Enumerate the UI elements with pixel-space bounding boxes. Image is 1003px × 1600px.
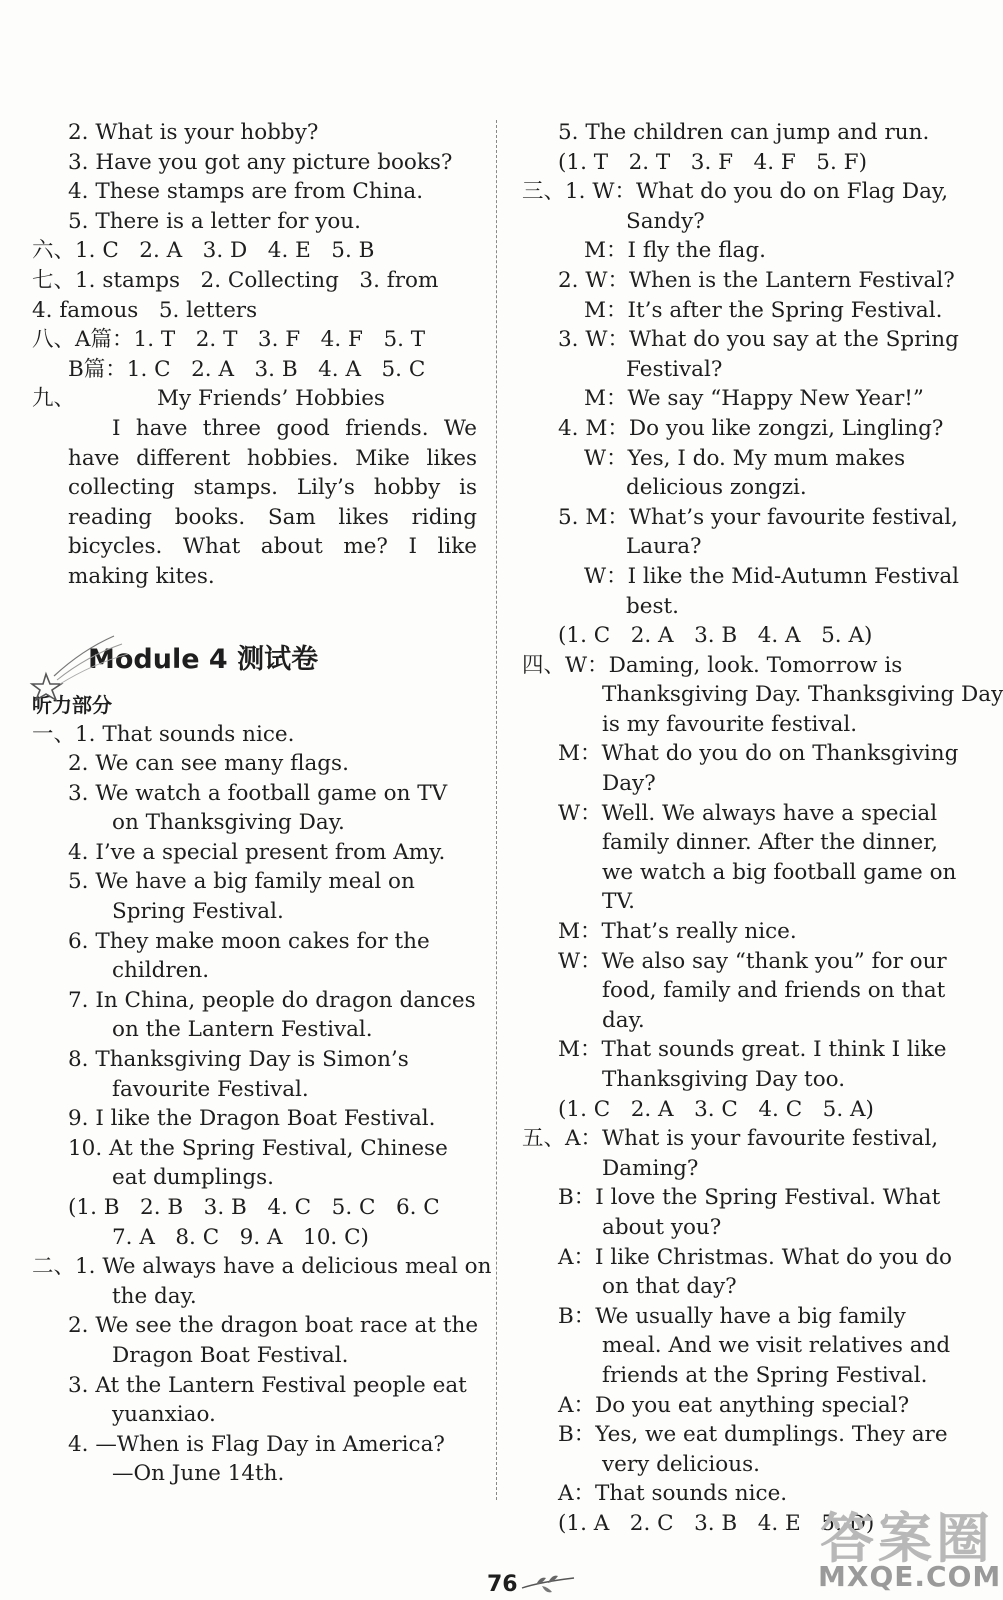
answer-line: M：What do you do on Thanksgiving [558, 741, 959, 767]
q7-answers-2: 4. famous 5. letters [32, 297, 258, 323]
answer-line: 2. What is your hobby? [68, 120, 319, 145]
answer-line: A：That sounds nice. [558, 1481, 788, 1507]
answer-line: on the Lantern Festival. [112, 1017, 373, 1043]
answer-line: M：It’s after the Spring Festival. [584, 297, 943, 323]
answer-line: 4. —When is Flag Day in America? [68, 1431, 445, 1457]
answer-line: very delicious. [602, 1451, 760, 1477]
shooting-star-icon [32, 630, 142, 700]
answer-line: A：Do you eat anything special? [558, 1392, 910, 1418]
answer-line: family dinner. After the dinner, [602, 830, 938, 856]
left-column [32, 118, 492, 1489]
answer-line: 5. There is a letter for you. [68, 208, 361, 234]
answer-line: 5. M：What’s your favourite festival, [558, 504, 958, 530]
answer-line: 6. They make moon cakes for the [68, 928, 430, 954]
essay-line: I have three good friends. We [112, 415, 477, 441]
answer-line: 2. We can see many flags. [68, 751, 349, 777]
answer-line: 四、W：Daming, look. Tomorrow is [522, 652, 903, 678]
answer-line: Thanksgiving Day too. [602, 1067, 846, 1092]
essay-line: making kites. [68, 563, 215, 589]
answer-line: (1. T 2. T 3. F 4. F 5. F) [558, 149, 867, 175]
answer-line: we watch a big football game on [602, 859, 957, 885]
answer-line: (1. C 2. A 3. B 4. A 5. A) [558, 623, 873, 649]
leaf-ornament-icon [520, 1572, 576, 1596]
module-title: Module 4 测试卷 [32, 630, 477, 690]
answer-line: best. [626, 593, 679, 619]
answer-line: 7. A 8. C 9. A 10. C) [112, 1224, 369, 1250]
answer-line: on that day? [602, 1274, 737, 1300]
answer-line: friends at the Spring Festival. [602, 1362, 928, 1388]
answer-line: M：That sounds great. I think I like [558, 1037, 947, 1063]
essay-line: have different hobbies. Mike likes [68, 445, 477, 471]
answer-line: A：I like Christmas. What do you do [558, 1244, 952, 1270]
answer-line: Thanksgiving Day. Thanksgiving Day [602, 682, 1003, 708]
answer-line: 一、1. That sounds nice. [32, 721, 295, 747]
answer-line: M：We say “Happy New Year!” [584, 386, 924, 412]
answer-line: Daming? [602, 1155, 699, 1181]
answer-line: favourite Festival. [112, 1076, 309, 1102]
answer-line: 3. Have you got any picture books? [68, 149, 453, 175]
answer-line: Sandy? [626, 208, 705, 234]
answer-line: 五、A：What is your favourite festival, [522, 1126, 939, 1152]
answer-line: 7. In China, people do dragon dances [68, 987, 476, 1013]
watermark-logo: 答案圈 [820, 1507, 994, 1570]
answer-line: 3. W：What do you say at the Spring [558, 327, 959, 353]
answer-line: meal. And we visit relatives and [602, 1333, 951, 1359]
answer-line: (1. B 2. B 3. B 4. C 5. C 6. C [68, 1195, 440, 1220]
answer-line: B：Yes, we eat dumplings. They are [558, 1422, 948, 1448]
answer-line: on Thanksgiving Day. [112, 810, 345, 836]
answer-line: 2. W：When is the Lantern Festival? [558, 267, 955, 293]
answer-line: W：Yes, I do. My mum makes [584, 445, 906, 471]
answer-line: food, family and friends on that [602, 978, 946, 1004]
listening-section-label: 听力部分 [32, 692, 112, 717]
answer-line: B：I love the Spring Festival. What [558, 1185, 941, 1211]
q6-answers: 六、1. C 2. A 3. D 4. E 5. B [32, 238, 375, 264]
answer-line: M：I fly the flag. [584, 238, 766, 264]
answer-line: W：I like the Mid-Autumn Festival [584, 563, 960, 589]
essay-line: bicycles. What about me? I like [68, 534, 477, 560]
answer-line: 三、1. W：What do you do on Flag Day, [522, 179, 949, 205]
q7-answers-1: 七、1. stamps 2. Collecting 3. from [32, 267, 439, 293]
answer-line: W：We also say “thank you” for our [558, 948, 947, 974]
answer-line: M：That’s really nice. [558, 919, 797, 945]
answer-line: Dragon Boat Festival. [112, 1342, 349, 1368]
column-divider [496, 120, 497, 1500]
answer-line: —On June 14th. [112, 1461, 285, 1487]
answer-line: (1. A 2. C 3. B 4. E 5. D) [558, 1510, 875, 1536]
q8-answers-b: B篇：1. C 2. A 3. B 4. A 5. C [68, 356, 426, 382]
answer-line: Festival? [626, 356, 723, 382]
answer-line: children. [112, 958, 210, 984]
answer-line: 9. I like the Dragon Boat Festival. [68, 1106, 436, 1132]
answer-line: Spring Festival. [112, 899, 284, 925]
answer-line: Day? [602, 771, 656, 797]
answer-line: 二、1. We always have a delicious meal on [32, 1254, 492, 1280]
answer-line: 4. M：Do you like zongzi, Lingling? [558, 415, 944, 441]
answer-line: B：We usually have a big family [558, 1303, 906, 1329]
essay-line: collecting stamps. Lily’s hobby is [68, 475, 477, 501]
part2-answers [32, 1252, 492, 1489]
answer-line: eat dumplings. [112, 1165, 275, 1191]
answer-line: W：Well. We always have a special [558, 800, 938, 826]
answer-line: 10. At the Spring Festival, Chinese [68, 1135, 448, 1161]
part1-answers [32, 720, 477, 1253]
answer-line: 5. We have a big family meal on [68, 869, 415, 895]
essay-title: 九、 My Friends’ Hobbies [32, 386, 385, 412]
answer-line: Laura? [626, 534, 702, 560]
essay-line: reading books. Sam likes riding [68, 504, 477, 530]
answer-line: 5. The children can jump and run. [558, 120, 930, 145]
watermark-url: MXQE.COM [818, 1560, 1002, 1593]
module3-tail [32, 118, 477, 236]
answer-line: is my favourite festival. [602, 711, 858, 737]
answer-line: 4. I’ve a special present from Amy. [68, 839, 446, 865]
page-number: 76 [487, 1572, 518, 1597]
answer-line: 8. Thanksgiving Day is Simon’s [68, 1047, 409, 1073]
answer-line: 4. These stamps are from China. [68, 179, 424, 205]
q8-answers-a: 八、A篇：1. T 2. T 3. F 4. F 5. T [32, 327, 426, 353]
answer-line: about you? [602, 1214, 722, 1240]
answer-line: 2. We see the dragon boat race at the [68, 1313, 479, 1339]
answer-line: day. [602, 1007, 645, 1033]
essay-body [32, 414, 477, 592]
answer-line: delicious zongzi. [626, 475, 807, 501]
answer-line: TV. [602, 889, 635, 915]
answer-line: 3. At the Lantern Festival people eat [68, 1372, 467, 1398]
answer-line: the day. [112, 1283, 197, 1309]
answer-line: (1. C 2. A 3. C 4. C 5. A) [558, 1096, 874, 1122]
answer-line: yuanxiao. [112, 1402, 216, 1428]
answer-line: 3. We watch a football game on TV [68, 780, 448, 806]
